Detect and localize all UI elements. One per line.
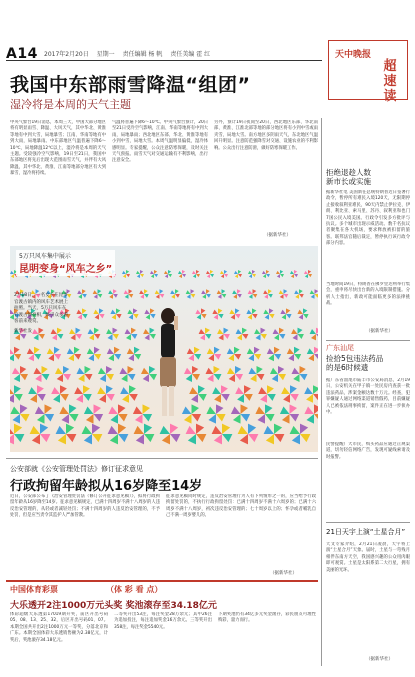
page-number: A14 xyxy=(6,46,38,62)
photo-kicker: 5万只风车集中展示 xyxy=(19,253,71,260)
page-header-info xyxy=(44,49,216,58)
sidebar-item1-signature: （据新华社） xyxy=(366,329,393,334)
sidebar-item1-headline: 拒绝退趁人数 新市长或实施 xyxy=(326,168,371,186)
header-date: 2017年2月20日 xyxy=(44,51,89,58)
photo-label xyxy=(16,250,115,276)
news2-text-col1: 近日，公安部公布了《治安管理处罚法（修订公开征求意见稿）》，拟将行政拘留年龄从16岁降至14岁。征求意见稿规定，已满十四周岁不满十八周岁的人违反治安管理的，从轻或者减轻处罚；不满十四周岁的人违反治安管理的，不予处罚，但是应当责令其监护人严加管教。 xyxy=(10,494,160,519)
news2-kicker: 公安部就《公安管理处罚法》修订征求意见 xyxy=(10,465,143,473)
sidebar-item2-text2: 民警提醒广大市民，购买药品应通过正规渠道，切勿轻信网络广告，发现可疑线索请及时报警。 xyxy=(326,442,410,460)
sidebar-item1-text2: 当地时间19日，特朗普在佛罗里达州举行集会，重申将尽快出台新的入境限制措施。分析人士指出，新政可能面临更多的法律挑战。 xyxy=(326,282,410,307)
photo-caption-text: 2月18日，一名女子在昆市官渡古镇内的风车艺术展上拍照。当天，5万只风车在官渡古镇亮相，吸引众多游客前来观赏。 xyxy=(14,293,68,325)
lottery-text-col3: 下期奖池仍有34亿多元奖金滚存，彩民朋友可理性购彩，量力而行。 xyxy=(218,612,316,624)
lottery-banner-subtitle: （体 彩 看 点） xyxy=(106,585,163,594)
sidebar-item1-text: 据新华社电 美国新任总统特朗普近日签署行政令，暂停所有难民入境120天，无限期停止接收叙利亚难民，90天内禁止伊拉克、伊朗、利比亚、索马里、苏丹、叙利亚和也门7国公民入境美国。行政令引发多方批评与抗议。多个城市出现示威活动。数千名抗议者聚集在各大机场，要求释放被扣留的旅客。联邦法官随后裁定，暂停执行该行政令部分内容。 xyxy=(326,190,410,247)
lottery-headline: 大乐透开2注1000万元头奖 奖池滚存至34.18亿元 xyxy=(10,601,217,611)
sidebar-divider-1 xyxy=(326,340,410,341)
sidebar-item3-headline: 21日天宇上演“土星合月” xyxy=(326,528,406,536)
photo-title: 昆明变身“风车之乡” xyxy=(19,264,113,275)
windmill-photo-image xyxy=(10,246,318,452)
lead-subhead: 湿冷将是本周的天气主题 xyxy=(10,98,131,111)
news2-signature: （据新华社） xyxy=(270,571,297,576)
sidebar-item3-text: 天文专家介绍，2月21日凌晨，天宇将上演“土星合月”天象。届时，土星与一弯残月相伴东南方天空，我国感兴趣的公众用肉眼即可观赏。土星是太阳系第二大行星，拥有美丽的光环。 xyxy=(326,542,410,573)
sidebar-item2-text: 据广东省汕尾市陆丰市公安局消息，2月19日，公安机关在甲子镇一处民房内查获一批违法药品，涉案金额达数十万元。经查，犯罪嫌疑人通过网络渠道销售假药，目前嫌疑人已被依法刑事拘留，案件正在进一步侦办中。 xyxy=(326,378,410,416)
header-weekday: 星期一 xyxy=(96,51,115,58)
masthead-section-title: 超速读 xyxy=(383,59,397,104)
lead-text-col1: 中央气象台19日消息，本周三天，中国大部分地区将有明显雨雪、降温、大风天气，其中华北、黄淮等地有中到大雪，局地暴雪；江南、华南等地有中到大雨，局地暴雨。中东部地区气温普遍下降6～10℃，局地降温12℃以上，湿冷将是本周的天气主题。受较强冷空气影响，19日至21日，我国中东部地区将先后出现大范围雨雪天气，并伴有大风降温，其中华北、黄淮、江南等地部分地区有大到暴雪，湿冷将持续。 xyxy=(10,120,106,177)
sidebar-divider-2 xyxy=(326,522,410,523)
news2-text-col2: 征求意见稿同时规定，违反治安管理行为人有下列情形之一的，应当给予行政拘留处罚的，不执行行政拘留处罚：已满十四周岁不满十六周岁的；已满十六周岁不满十八周岁，初次违反治安管理的；七十周岁以上的；怀孕或者哺乳自己不满一周岁婴儿的。 xyxy=(166,494,316,519)
header-designer: 责任美编 霍 红 xyxy=(170,51,211,58)
news2-headline: 行政拘留年龄拟从16岁降至14岁 xyxy=(10,479,203,494)
divider-news2 xyxy=(6,458,318,459)
lead-text-col3: 另外，预计19日夜间至20日，西北地区东部、华北南部、黄淮、江淮北部等地的部分地区将有小到中雪或雨夹雪，局地大雪。南方地区多阴雨天气，东北地区气温回升明显。注意防范强降雪对交通、设施农业的不利影响。公众出行注意防滑，做好防寒保暖工作。 xyxy=(214,120,318,151)
lottery-banner-title: 中国体育彩票 xyxy=(10,585,58,594)
sidebar-item3-signature: （据新华社） xyxy=(366,657,393,662)
masthead-logo: 天中晚报 xyxy=(335,50,372,60)
sidebar-item2-kicker: 广东汕尾 xyxy=(326,344,354,352)
lottery-text-col1: 体彩超级大乐透第17019期开奖，前区开出号码05、08、13、25、32，后区开出号码01、07。本期全国共开出2注1000万元一等奖，分落北京和广东。本期全国体彩大乐透销售额为2.38亿元，计奖后，奖池滚存34.18亿元。 xyxy=(10,612,108,643)
photo-windmills xyxy=(10,246,318,452)
lead-text-col2: 气温将普遍下降6～10℃。中央气象台预计，20日至21日受冷空气影响，江南、华南等地将有中到大雨，局地暴雨；西北地区东部、华北、黄淮等地有小到中雪，局地大雪。本周气温明显偏低，湿冷体感明显。专家提醒，公众注意防寒保暖，及时关注天气预报。雨雪天气对交通运输有不利影响，出行注意安全。 xyxy=(112,120,208,164)
photo-caption xyxy=(14,293,68,336)
header-editor: 责任编辑 杨 帆 xyxy=(122,51,163,58)
photo-caption-sign: 新华社发 xyxy=(14,328,32,334)
lottery-text-col2: 二等奖开出53注，每注奖金28万余元；其中26注为追加投注，每注追加奖金16万余元。三等奖开出358注，每注奖金5540元。 xyxy=(114,612,212,630)
sidebar-divider xyxy=(321,118,322,666)
lead-headline: 我国中东部雨雪降温“组团” xyxy=(10,74,251,96)
lead-signature: （据新华社） xyxy=(264,233,291,238)
masthead xyxy=(328,40,408,104)
lottery-banner xyxy=(6,580,318,594)
sidebar-item2-headline: 捡拾5包违法药品 的是6时候遗 xyxy=(326,354,384,372)
